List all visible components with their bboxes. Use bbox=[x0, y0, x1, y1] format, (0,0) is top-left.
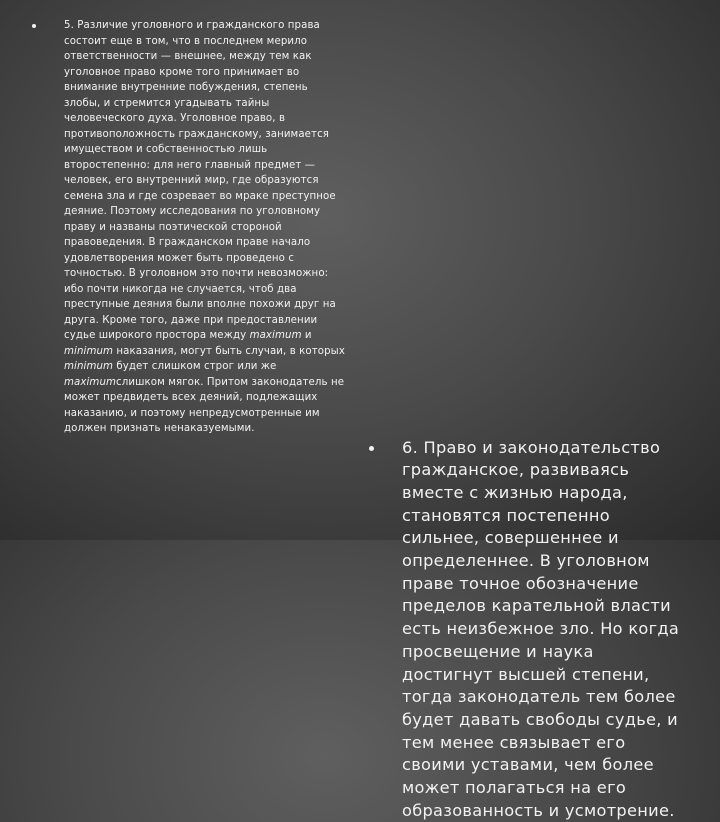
maximum-term-2: maximum bbox=[64, 377, 116, 388]
maximum-term: maximum bbox=[250, 330, 302, 341]
left-text-part-2: наказания, могут быть случаи, в которых bbox=[113, 346, 345, 357]
left-bullet-paragraph bbox=[46, 18, 346, 437]
left-text-part-4: слишком мягок. Притом законодатель не может предвидеть всех деяний, подлежащих наказанию, и поэтому непредусмотренные им должен признать ненаказуемыми. bbox=[64, 377, 344, 435]
bullet-icon bbox=[369, 446, 374, 451]
bullet-icon bbox=[32, 24, 36, 28]
minimum-term-2: minimum bbox=[64, 361, 113, 372]
left-paragraph-text bbox=[64, 18, 346, 437]
minimum-term: minimum bbox=[64, 346, 113, 357]
left-text-part-1: 5. Различие уголовного и гражданского права состоит еще в том, что в последнем мерило ответственности — внешнее, между тем как уголовное право кроме того принимает во внимание внутренние побуждения, степень злобы, и стремится угадывать тайны человеческого духа. Уголовное право, в противоположность гражданскому, занимается имуществом и собственностью лишь второстепенно: для него главный предмет — человек, его внутренний мир, где образуются семена зла и где созревает во мраке преступное деяние. Поэтому исследования по уголовному праву и названы поэтической стороной правоведения. В гражданском праве начало удовлетворения может быть проведено с точностью. В уголовном это почти невозможно: ибо почти никогда не случается, чтоб два преступные деяния были вполне похожи друг на друга. Кроме того, даже при предоставлении судье широкого простора между bbox=[64, 20, 336, 341]
left-text-and: и bbox=[302, 330, 312, 341]
left-text-part-3: будет слишком строг или же bbox=[113, 361, 276, 372]
right-bullet-paragraph bbox=[384, 437, 684, 822]
right-paragraph-text: 6. Право и законодательство гражданское, развиваясь вместе с жизнью народа, становятся постепенно сильнее, совершеннее и определеннее. В уголовном праве точное обозначение пределов карательной власти есть неизбежное зло. Но когда просвещение и наука достигнут высшей степени, тогда законодатель тем более будет давать свободы судье, и тем менее связывает его своими уставами, чем более может полагаться на его образованность и усмотрение. bbox=[402, 437, 684, 822]
